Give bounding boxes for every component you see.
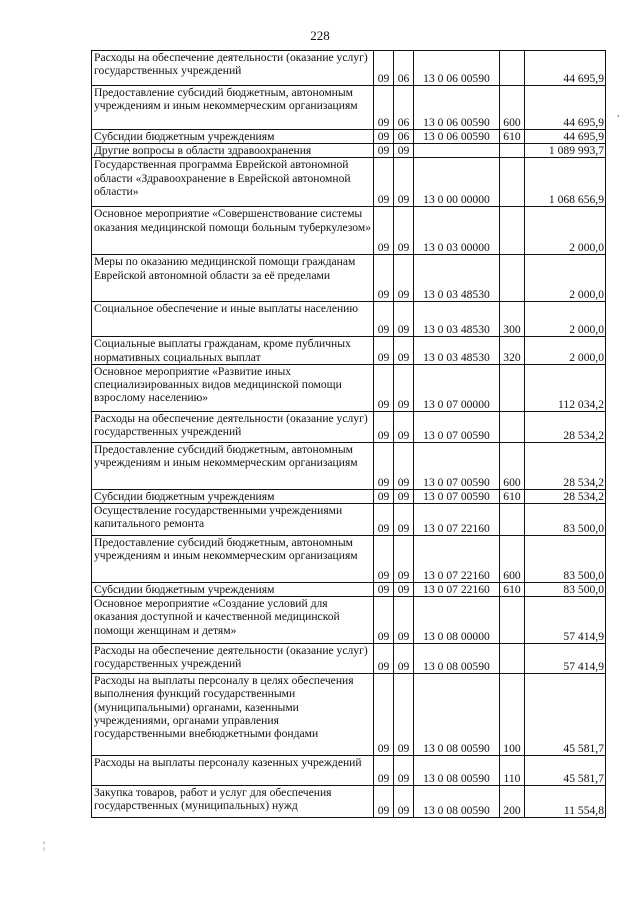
table-row <box>92 411 606 442</box>
target-article-cell: 13 0 08 00590 <box>414 756 500 786</box>
target-article-cell: 13 0 00 00000 <box>414 158 500 207</box>
target-article-cell: 13 0 06 00590 <box>414 130 500 144</box>
table-row <box>92 644 606 674</box>
budget-table <box>91 50 606 818</box>
amount-cell: 45 581,7 <box>525 674 606 756</box>
section-code-cell: 09 <box>374 144 394 158</box>
section-code-cell: 09 <box>374 411 394 442</box>
table-row <box>92 86 606 130</box>
subsection-code-cell: 09 <box>394 207 414 255</box>
expense-type-cell <box>500 144 525 158</box>
amount-cell: 28 534,2 <box>525 411 606 442</box>
subsection-code-cell: 09 <box>394 255 414 302</box>
amount-cell: 28 534,2 <box>525 442 606 489</box>
expense-type-cell <box>500 364 525 411</box>
target-article-cell: 13 0 06 00590 <box>414 86 500 130</box>
margin-mark: , <box>617 108 620 119</box>
expense-name-cell: Основное мероприятие «Создание условий для оказания доступной и качественной медицинской помощи женщинам и детям» <box>92 597 374 644</box>
target-article-cell: 13 0 07 00000 <box>414 364 500 411</box>
expense-name-cell: Предоставление субсидий бюджетным, автономным учреждениям и иным некоммерческим организациям <box>92 442 374 489</box>
section-code-cell: 09 <box>374 489 394 503</box>
section-code-cell: 09 <box>374 337 394 364</box>
section-code-cell: 09 <box>374 255 394 302</box>
target-article-cell: 13 0 08 00000 <box>414 597 500 644</box>
expense-type-cell: 610 <box>500 583 525 597</box>
expense-name-cell: Меры по оказанию медицинской помощи гражданам Еврейской автономной области за её пределами <box>92 255 374 302</box>
amount-cell: 57 414,9 <box>525 644 606 674</box>
section-code-cell: 09 <box>374 674 394 756</box>
amount-cell: 45 581,7 <box>525 756 606 786</box>
expense-name-cell: Расходы на выплаты персоналу в целях обеспечения выполнения функций государственными (муниципальными) органами, казенными учреждениями, органами управления государственными внебюджетными фондами <box>92 674 374 756</box>
amount-cell: 44 695,9 <box>525 130 606 144</box>
table-row <box>92 504 606 536</box>
amount-cell: 57 414,9 <box>525 597 606 644</box>
section-code-cell: 09 <box>374 756 394 786</box>
expense-type-cell <box>500 411 525 442</box>
section-code-cell: 09 <box>374 504 394 536</box>
target-article-cell: 13 0 08 00590 <box>414 674 500 756</box>
target-article-cell: 13 0 08 00590 <box>414 644 500 674</box>
subsection-code-cell: 09 <box>394 364 414 411</box>
subsection-code-cell: 09 <box>394 756 414 786</box>
target-article-cell: 13 0 07 22160 <box>414 583 500 597</box>
expense-name-cell: Основное мероприятие «Совершенствование системы оказания медицинской помощи больным туберкулезом» <box>92 207 374 255</box>
expense-type-cell <box>500 51 525 86</box>
subsection-code-cell: 09 <box>394 504 414 536</box>
amount-cell: 2 000,0 <box>525 207 606 255</box>
section-code-cell: 09 <box>374 86 394 130</box>
section-code-cell: 09 <box>374 130 394 144</box>
target-article-cell: 13 0 07 22160 <box>414 536 500 583</box>
table-row <box>92 536 606 583</box>
table-row <box>92 786 606 818</box>
amount-cell: 11 554,8 <box>525 786 606 818</box>
expense-type-cell <box>500 158 525 207</box>
expense-type-cell: 600 <box>500 86 525 130</box>
target-article-cell <box>414 144 500 158</box>
expense-name-cell: Социальные выплаты гражданам, кроме публичных нормативных социальных выплат <box>92 337 374 364</box>
target-article-cell: 13 0 07 00590 <box>414 442 500 489</box>
expense-name-cell: Расходы на обеспечение деятельности (оказание услуг) государственных учреждений <box>92 411 374 442</box>
section-code-cell: 09 <box>374 158 394 207</box>
expense-type-cell <box>500 644 525 674</box>
table-row <box>92 489 606 503</box>
subsection-code-cell: 09 <box>394 158 414 207</box>
table-row <box>92 207 606 255</box>
amount-cell: 1 068 656,9 <box>525 158 606 207</box>
table-row <box>92 337 606 364</box>
amount-cell: 112 034,2 <box>525 364 606 411</box>
expense-type-cell <box>500 597 525 644</box>
expense-name-cell: Субсидии бюджетным учреждениям <box>92 130 374 144</box>
expense-name-cell: Осуществление государственными учреждениями капитального ремонта <box>92 504 374 536</box>
table-row <box>92 51 606 86</box>
target-article-cell: 13 0 08 00590 <box>414 786 500 818</box>
expense-type-cell: 200 <box>500 786 525 818</box>
target-article-cell: 13 0 06 00590 <box>414 51 500 86</box>
expense-type-cell <box>500 504 525 536</box>
expense-type-cell: 610 <box>500 489 525 503</box>
expense-type-cell: 600 <box>500 536 525 583</box>
amount-cell: 44 695,9 <box>525 86 606 130</box>
subsection-code-cell: 09 <box>394 144 414 158</box>
subsection-code-cell: 09 <box>394 536 414 583</box>
table-row <box>92 756 606 786</box>
subsection-code-cell: 06 <box>394 130 414 144</box>
section-code-cell: 09 <box>374 644 394 674</box>
expense-name-cell: Расходы на обеспечение деятельности (оказание услуг) государственных учреждений <box>92 644 374 674</box>
section-code-cell: 09 <box>374 536 394 583</box>
section-code-cell: 09 <box>374 442 394 489</box>
amount-cell: 2 000,0 <box>525 255 606 302</box>
section-code-cell: 09 <box>374 583 394 597</box>
target-article-cell: 13 0 03 48530 <box>414 302 500 337</box>
target-article-cell: 13 0 07 00590 <box>414 411 500 442</box>
amount-cell: 83 500,0 <box>525 504 606 536</box>
expense-name-cell: Основное мероприятие «Развитие иных специализированных видов медицинской помощи взрослому населению» <box>92 364 374 411</box>
table-row <box>92 255 606 302</box>
amount-cell: 83 500,0 <box>525 536 606 583</box>
target-article-cell: 13 0 07 00590 <box>414 489 500 503</box>
amount-cell: 28 534,2 <box>525 489 606 503</box>
table-row <box>92 583 606 597</box>
table-row <box>92 144 606 158</box>
amount-cell: 83 500,0 <box>525 583 606 597</box>
expense-type-cell: 110 <box>500 756 525 786</box>
amount-cell: 2 000,0 <box>525 337 606 364</box>
section-code-cell: 09 <box>374 597 394 644</box>
expense-name-cell: Государственная программа Еврейской автономной области «Здравоохранение в Еврейской автономной области» <box>92 158 374 207</box>
expense-name-cell: Субсидии бюджетным учреждениям <box>92 489 374 503</box>
subsection-code-cell: 09 <box>394 302 414 337</box>
table-row <box>92 302 606 337</box>
expense-type-cell: 600 <box>500 442 525 489</box>
target-article-cell: 13 0 03 00000 <box>414 207 500 255</box>
table-row <box>92 158 606 207</box>
section-code-cell: 09 <box>374 786 394 818</box>
subsection-code-cell: 09 <box>394 583 414 597</box>
target-article-cell: 13 0 03 48530 <box>414 255 500 302</box>
margin-mark: ¦ <box>43 840 46 851</box>
expense-name-cell: Субсидии бюджетным учреждениям <box>92 583 374 597</box>
expense-type-cell: 300 <box>500 302 525 337</box>
expense-type-cell: 610 <box>500 130 525 144</box>
section-code-cell: 09 <box>374 51 394 86</box>
expense-name-cell: Предоставление субсидий бюджетным, автономным учреждениям и иным некоммерческим организациям <box>92 86 374 130</box>
subsection-code-cell: 06 <box>394 86 414 130</box>
section-code-cell: 09 <box>374 364 394 411</box>
subsection-code-cell: 09 <box>394 786 414 818</box>
expense-type-cell <box>500 207 525 255</box>
subsection-code-cell: 09 <box>394 489 414 503</box>
subsection-code-cell: 09 <box>394 442 414 489</box>
expense-type-cell: 100 <box>500 674 525 756</box>
page-number: 228 <box>310 28 330 43</box>
expense-name-cell: Закупка товаров, работ и услуг для обеспечения государственных (муниципальных) нужд <box>92 786 374 818</box>
amount-cell: 1 089 993,7 <box>525 144 606 158</box>
subsection-code-cell: 09 <box>394 644 414 674</box>
section-code-cell: 09 <box>374 302 394 337</box>
target-article-cell: 13 0 03 48530 <box>414 337 500 364</box>
expense-name-cell: Предоставление субсидий бюджетным, автономным учреждениям и иным некоммерческим организациям <box>92 536 374 583</box>
table-row <box>92 130 606 144</box>
expense-type-cell: 320 <box>500 337 525 364</box>
subsection-code-cell: 06 <box>394 51 414 86</box>
section-code-cell: 09 <box>374 207 394 255</box>
table-row <box>92 674 606 756</box>
expense-type-cell <box>500 255 525 302</box>
target-article-cell: 13 0 07 22160 <box>414 504 500 536</box>
expense-name-cell: Социальное обеспечение и иные выплаты населению <box>92 302 374 337</box>
subsection-code-cell: 09 <box>394 597 414 644</box>
amount-cell: 44 695,9 <box>525 51 606 86</box>
expense-name-cell: Другие вопросы в области здравоохранения <box>92 144 374 158</box>
amount-cell: 2 000,0 <box>525 302 606 337</box>
subsection-code-cell: 09 <box>394 674 414 756</box>
table-row <box>92 442 606 489</box>
table-row <box>92 364 606 411</box>
expense-name-cell: Расходы на обеспечение деятельности (оказание услуг) государственных учреждений <box>92 51 374 86</box>
subsection-code-cell: 09 <box>394 411 414 442</box>
expense-name-cell: Расходы на выплаты персоналу казенных учреждений <box>92 756 374 786</box>
table-row <box>92 597 606 644</box>
subsection-code-cell: 09 <box>394 337 414 364</box>
